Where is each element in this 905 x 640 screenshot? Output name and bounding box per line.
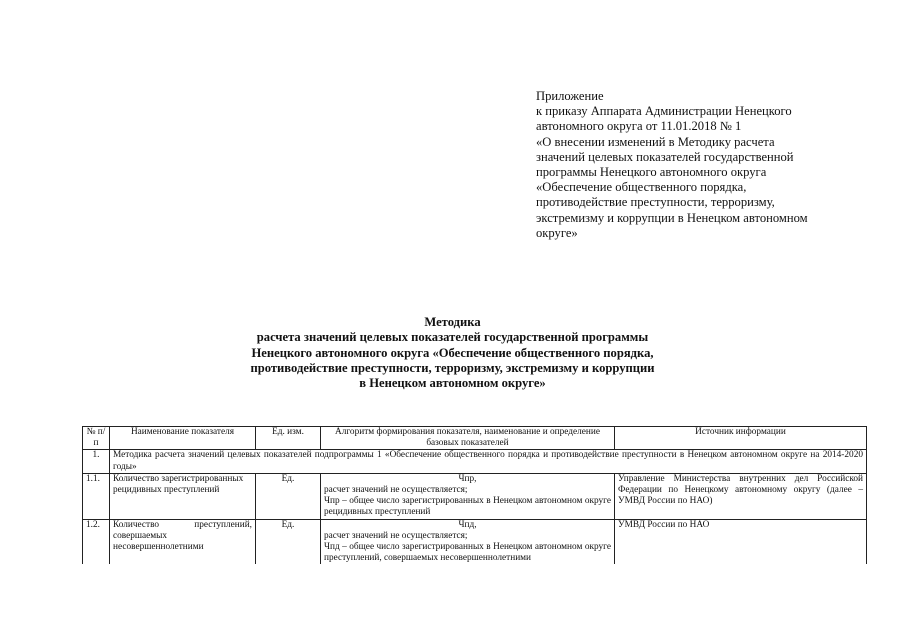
section-num: 1.	[83, 450, 110, 473]
appendix-block	[536, 89, 866, 241]
appendix-line: автономного округа от 11.01.2018 № 1	[536, 119, 742, 134]
appendix-line: значений целевых показателей государственной	[536, 149, 794, 164]
header-algorithm: Алгоритм формирования показателя, наименование и определение базовых показателей	[321, 427, 615, 450]
table-header-row	[83, 427, 867, 450]
header-unit: Ед. изм.	[256, 427, 321, 450]
title-line: противодействие преступности, терроризму, экстремизму и коррупции	[250, 360, 655, 375]
title-line: Ненецкого автономного округа «Обеспечение общественного порядка,	[251, 345, 654, 360]
title-line: Методика	[424, 315, 481, 329]
row-definition: Чпд – общее число зарегистрированных в Ненецком автономном округе преступлений, совершаемых несовершеннолетними	[324, 542, 611, 564]
appendix-line: округе»	[536, 225, 578, 240]
table-row	[83, 519, 867, 564]
section-text: Методика расчета значений целевых показателей подпрограммы 1 «Обеспечение общественного порядка и противодействие преступности в Ненецком автономном округе на 2014-2020 годы»	[110, 450, 867, 473]
row-name: Количество зарегистрированных рецидивных преступлений	[110, 473, 256, 519]
row-source: УМВД России по НАО	[615, 519, 867, 564]
document-title	[0, 315, 905, 391]
appendix-line: программы Ненецкого автономного округа	[536, 165, 767, 180]
row-unit: Ед.	[256, 519, 321, 564]
indicators-table	[82, 426, 867, 564]
row-unit: Ед.	[256, 473, 321, 519]
header-name: Наименование показателя	[110, 427, 256, 450]
appendix-line: «О внесении изменений в Методику расчета	[536, 134, 775, 149]
row-note: расчет значений не осуществляется;	[324, 530, 468, 541]
row-formula: Чпр,	[458, 473, 477, 484]
title-line: в Ненецком автономном округе»	[359, 376, 546, 391]
header-num: № п/п	[83, 427, 110, 450]
table-row	[83, 473, 867, 519]
row-algorithm	[321, 519, 615, 564]
row-algorithm	[321, 473, 615, 519]
appendix-line: противодействие преступности, терроризму,	[536, 195, 775, 210]
appendix-line: Приложение	[536, 89, 604, 103]
row-source: Управление Министерства внутренних дел Российской Федерации по Ненецкому автономному округу (далее – УМВД России по НАО)	[615, 473, 867, 519]
row-formula: Чпд,	[458, 519, 477, 530]
title-line: расчета значений целевых показателей государственной программы	[256, 330, 649, 345]
row-definition: Чпр – общее число зарегистрированных в Ненецком автономном округе рецидивных преступлений	[324, 496, 611, 518]
header-source: Источник информации	[615, 427, 867, 450]
appendix-line: к приказу Аппарата Администрации Ненецкого	[536, 104, 792, 119]
row-num: 1.2.	[83, 519, 110, 564]
appendix-line: экстремизму и коррупции в Ненецком автономном	[536, 210, 808, 225]
row-num: 1.1.	[83, 473, 110, 519]
section-row	[83, 450, 867, 473]
row-note: расчет значений не осуществляется;	[324, 485, 468, 496]
row-name: Количество преступлений, совершаемых несовершеннолетними	[110, 519, 256, 564]
appendix-line: «Обеспечение общественного порядка,	[536, 180, 747, 195]
